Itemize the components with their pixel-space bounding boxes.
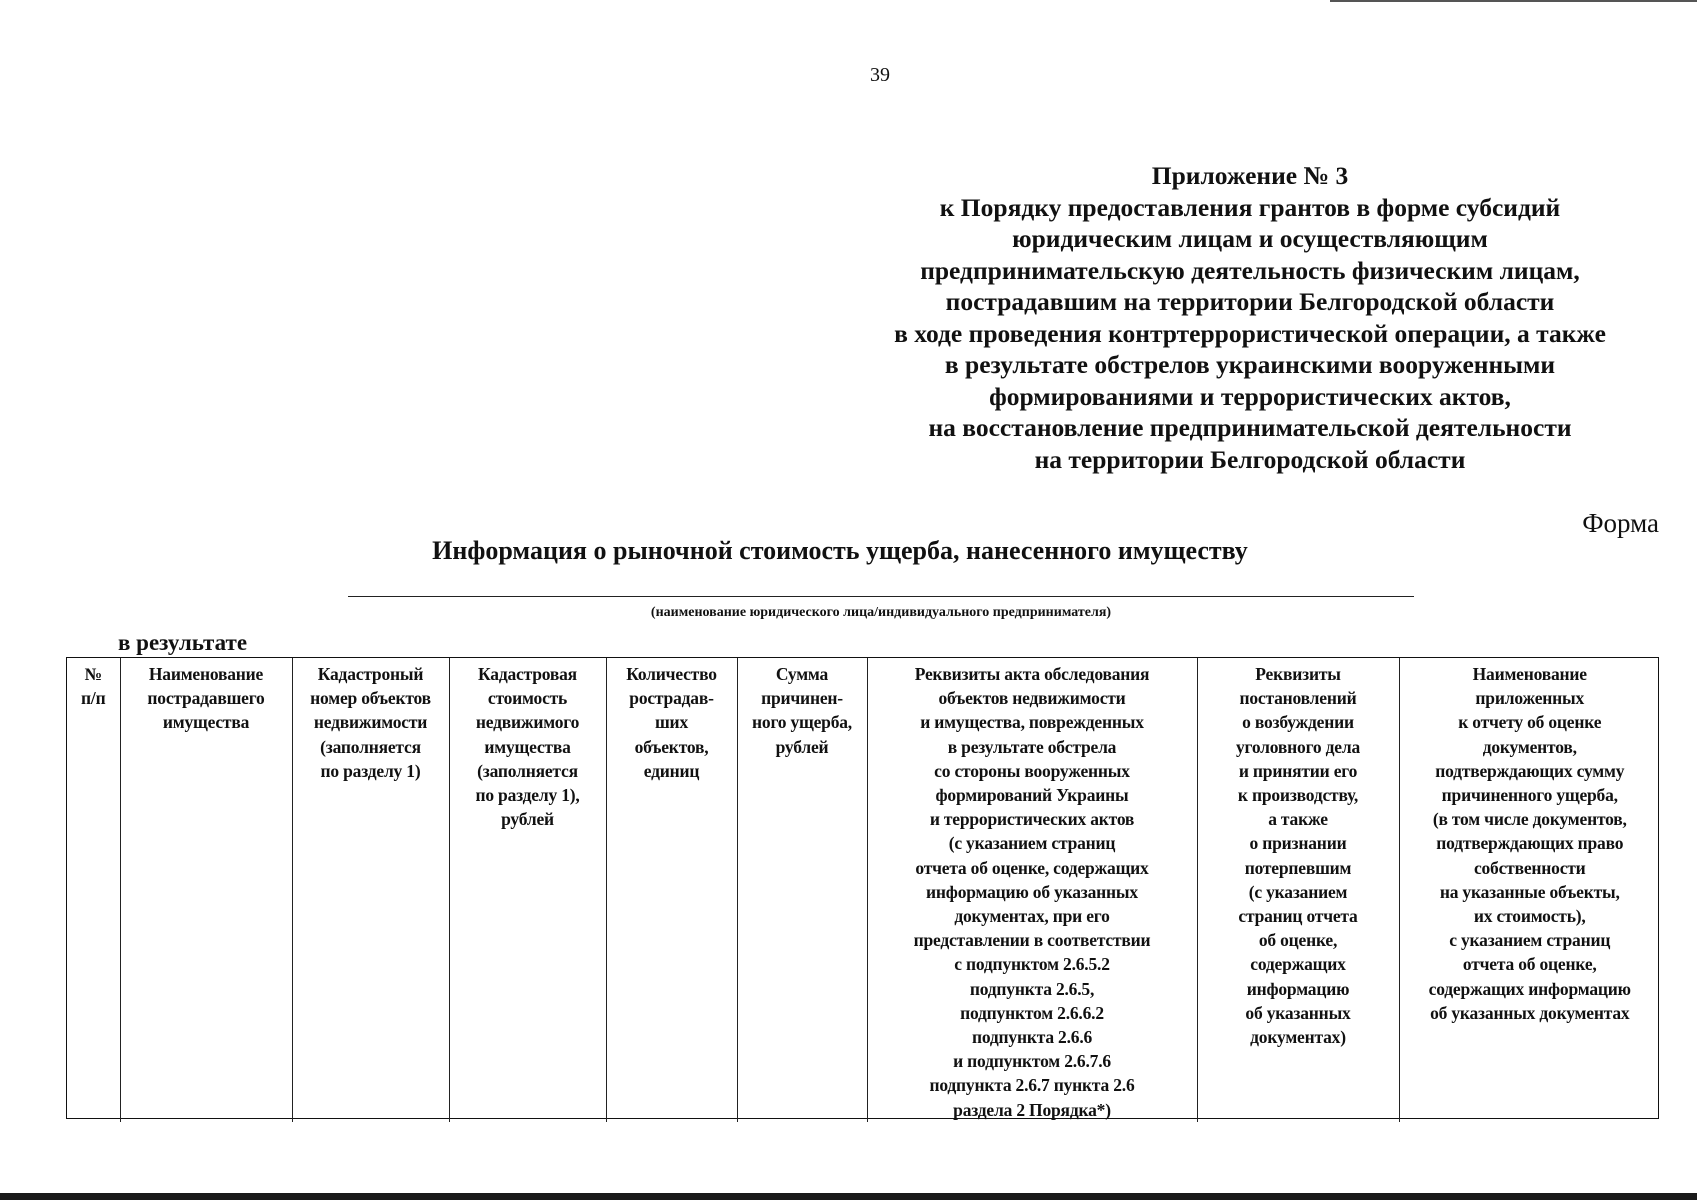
appendix-line: пострадавшим на территории Белгородской области: [945, 287, 1555, 316]
header-criminal-case: Реквизиты постановлений о возбуждении уголовного дела и принятии его к производству, а также о признании потерпевшим (с указанием страниц отчета об оценке, содержащих информацию об указанных документах): [1197, 658, 1399, 1122]
appendix-line: предпринимательскую деятельность физическим лицам,: [920, 255, 1580, 285]
appendix-line: юридическим лицам и осуществляющим: [1012, 224, 1488, 253]
entity-name-line: [348, 596, 1414, 597]
info-table: [67, 658, 1660, 1122]
header-objects-count: Количество pострадав- ших объектов, единиц: [606, 658, 737, 1122]
header-inspection-act: Реквизиты акта обследования объектов недвижимости и имущества, поврежденных в результате обстрела со стороны вооруженных формирований Украины и террористических актов (с указанием страниц отчета об оценке, содержащих информацию об указанных документах, при его представлении в соответствии с подпунктом 2.6.5.2 подпункта 2.6.5, подпунктом 2.6.6.2 подпункта 2.6.6 и подпунктом 2.6.7.6 подпункта 2.6.7 пункта 2.6 раздела 2 Порядка*): [867, 658, 1197, 1122]
scan-bottom-bar: [0, 1193, 1697, 1200]
appendix-line: на территории Белгородской области: [1034, 444, 1466, 474]
appendix-header: [830, 160, 1670, 475]
info-table-frame: [66, 657, 1659, 1119]
appendix-line: к Порядку предоставления грантов в форме субсидий: [939, 192, 1561, 222]
appendix-line: в результате обстрелов украинскими вооруженными: [944, 350, 1556, 379]
entity-name-caption: (наименование юридического лица/индивидуального предпринимателя): [650, 605, 1112, 620]
appendix-line: формированиями и террористических актов,: [989, 381, 1511, 411]
page-number: 39: [870, 64, 890, 86]
header-cadastral-value: Кадастровая стоимость недвижимого имущества (заполняется по разделу 1), рублей: [449, 658, 606, 1122]
appendix-line: на восстановление предпринимательской деятельности: [928, 413, 1572, 442]
appendix-line: Приложение № 3: [1151, 161, 1349, 190]
header-damage-sum: Сумма причинен- ного ущерба, рублей: [737, 658, 867, 1122]
header-attached-documents: Наименование приложенных к отчету об оценке документов, подтверждающих сумму причиненного ущерба, (в том числе документов, подтверждающих право собственности на указанные объекты, их стоимость), с указанием страниц отчета об оценке, содержащих информацию об указанных документах: [1399, 658, 1660, 1122]
in-result-text: в результате: [118, 630, 248, 655]
header-number: № п/п: [81, 664, 106, 709]
document-title: Информация о рыночной стоимость ущерба, нанесенного имуществу: [432, 536, 1248, 565]
table-header-row: [67, 658, 1660, 1122]
scan-top-rule: [1330, 0, 1697, 2]
form-label: Форма: [1582, 508, 1659, 538]
header-property-name: Наименование пострадавшего имущества: [120, 658, 292, 1122]
appendix-line: в ходе проведения контртеррористической операции, а также: [894, 318, 1606, 348]
header-cadastral-number: Кадастроный номер объектов недвижимости (заполняется по разделу 1): [292, 658, 449, 1122]
